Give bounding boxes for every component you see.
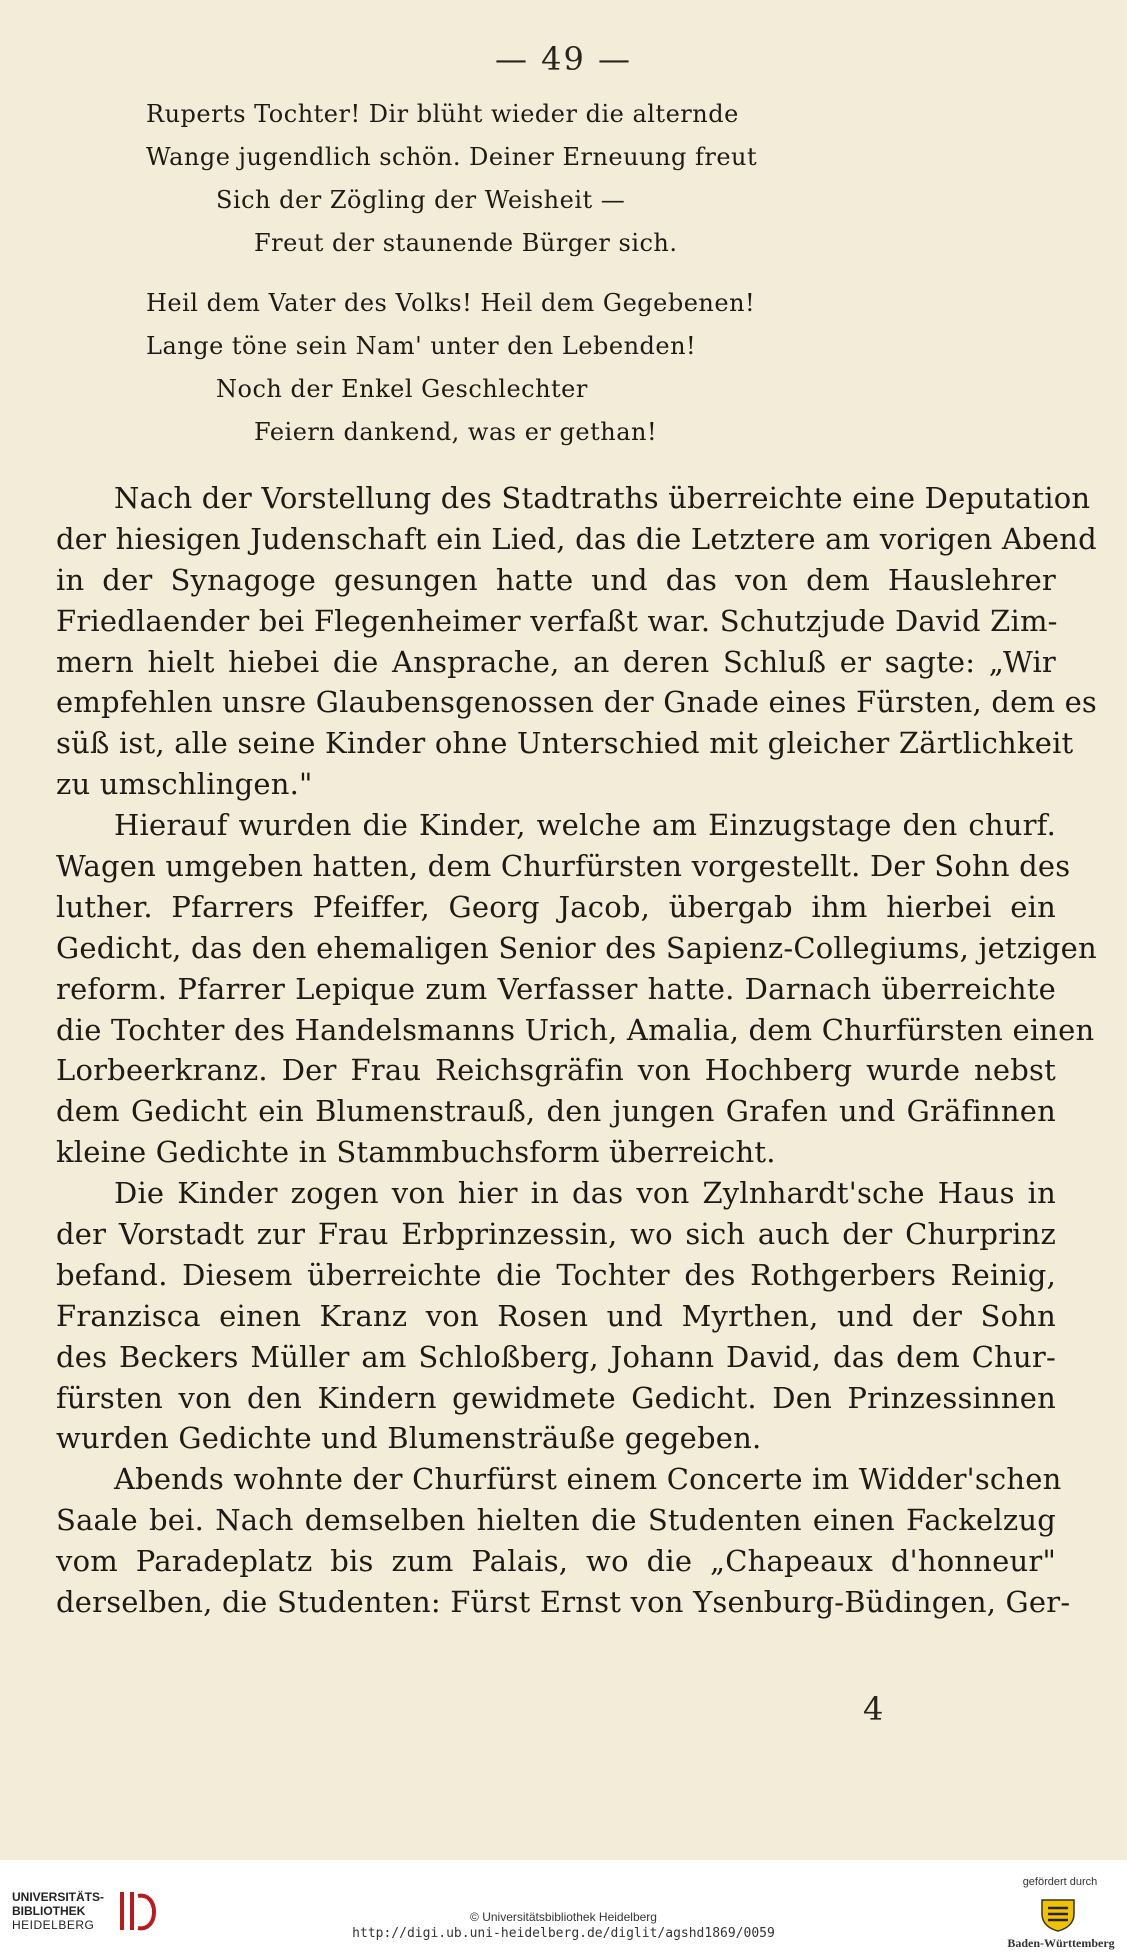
text-line: mern hielt hiebei die Ansprache, an deren Schluß er sagte: „Wir: [56, 644, 1056, 679]
text-line: Nach der Vorstellung des Stadtraths überreichte eine Deputation: [114, 481, 1091, 515]
text-line: luther. Pfarrers Pfeiffer, Georg Jacob, übergab ihm hierbei ein: [56, 889, 1056, 924]
text-line: des Beckers Müller am Schloßberg, Johann David, das dem Chur-: [56, 1339, 1056, 1374]
poem-line: Lange töne sein Nam' unter den Lebenden!: [146, 332, 697, 360]
poem-line: Heil dem Vater des Volks! Heil dem Gegebenen!: [146, 289, 756, 317]
text-line: der hiesigen Judenschaft ein Lied, das die Letztere am vorigen Abend: [56, 521, 1097, 556]
source-url[interactable]: http://digi.ub.uni-heidelberg.de/diglit/agshd1869/0059: [352, 1926, 775, 1941]
text-line: zu umschlingen.": [56, 767, 313, 802]
poem-line: Feiern dankend, was er gethan!: [254, 418, 658, 446]
text-line: befand. Diesem überreichte die Tochter des Rothgerbers Reinig,: [56, 1257, 1056, 1292]
footer: [0, 1860, 1127, 1954]
funded-by-label: gefördert durch: [1022, 1876, 1098, 1888]
text-line: reform. Pfarrer Lepique zum Verfasser hatte. Darnach überreichte: [56, 971, 1056, 1006]
text-line: wurden Gedichte und Blumensträuße gegeben.: [56, 1421, 762, 1456]
poem-line: Ruperts Tochter! Dir blüht wieder die alternde: [146, 100, 739, 128]
text-line: Gedicht, das den ehemaligen Senior des Sapienz-Collegiums, jetzigen: [56, 930, 1097, 965]
text-line: dem Gedicht ein Blumenstrauß, den jungen Grafen und Gräfinnen: [56, 1094, 1056, 1129]
text-line: in der Synagoge gesungen hatte und das von dem Hauslehrer: [56, 562, 1056, 597]
text-line: der Vorstadt zur Frau Erbprinzessin, wo sich auch der Churprinz: [56, 1217, 1056, 1252]
text-line: Friedlaender bei Flegenheimer verfaßt war. Schutzjude David Zim-: [56, 603, 1058, 638]
text-line: empfehlen unsre Glaubensgenossen der Gnade eines Fürsten, dem es: [56, 685, 1098, 720]
state-name: Baden-Württemberg: [1007, 1936, 1115, 1950]
poem-line: Freut der staunende Bürger sich.: [254, 229, 678, 257]
text-line: vom Paradeplatz bis zum Palais, wo die „Chapeaux d'honneur": [56, 1544, 1056, 1579]
prose-body: [56, 478, 1098, 1623]
poem-line: Sich der Zögling der Weisheit —: [216, 186, 626, 214]
poem-line: Wange jugendlich schön. Deiner Erneuung freut: [146, 143, 758, 171]
text-line: kleine Gedichte in Stammbuchsform überreicht.: [56, 1135, 776, 1170]
text-line: die Tochter des Handelsmanns Urich, Amalia, dem Churfürsten einen: [56, 1012, 1095, 1047]
text-line: Saale bei. Nach demselben hielten die Studenten einen Fackelzug: [56, 1503, 1056, 1538]
library-name-line1: UNIVERSITÄTS-: [12, 1890, 105, 1904]
text-line: Wagen umgeben hatten, dem Churfürsten vorgestellt. Der Sohn des: [56, 849, 1071, 884]
text-line: Abends wohnte der Churfürst einem Concerte im Widder'schen: [114, 1462, 1062, 1497]
text-line: süß ist, alle seine Kinder ohne Unterschied mit gleicher Zärtlichkeit: [56, 726, 1074, 761]
state-crest-icon: [1036, 1896, 1080, 1932]
text-line: Franzisca einen Kranz von Rosen und Myrthen, und der Sohn: [56, 1298, 1056, 1333]
library-name-line2: BIBLIOTHEK: [12, 1904, 86, 1918]
poem-line: Noch der Enkel Geschlechter: [216, 375, 588, 403]
text-line: Hierauf wurden die Kinder, welche am Einzugstage den churf.: [114, 808, 1056, 843]
library-name-line3: HEIDELBERG: [12, 1918, 95, 1932]
copyright-notice: © Universitätsbibliothek Heidelberg: [470, 1910, 657, 1924]
page-number: — 49 —: [494, 40, 633, 78]
text-line: Die Kinder zogen von hier in das von Zylnhardt'sche Haus in: [114, 1176, 1056, 1211]
text-line: Lorbeerkranz. Der Frau Reichsgräfin von Hochberg wurde nebst: [56, 1053, 1056, 1088]
text-line: fürsten von den Kindern gewidmete Gedicht. Den Prinzessinnen: [56, 1380, 1056, 1415]
text-line: derselben, die Studenten: Fürst Ernst von Ysenburg-Büdingen, Ger-: [56, 1585, 1071, 1620]
signature-mark: 4: [863, 1690, 884, 1728]
